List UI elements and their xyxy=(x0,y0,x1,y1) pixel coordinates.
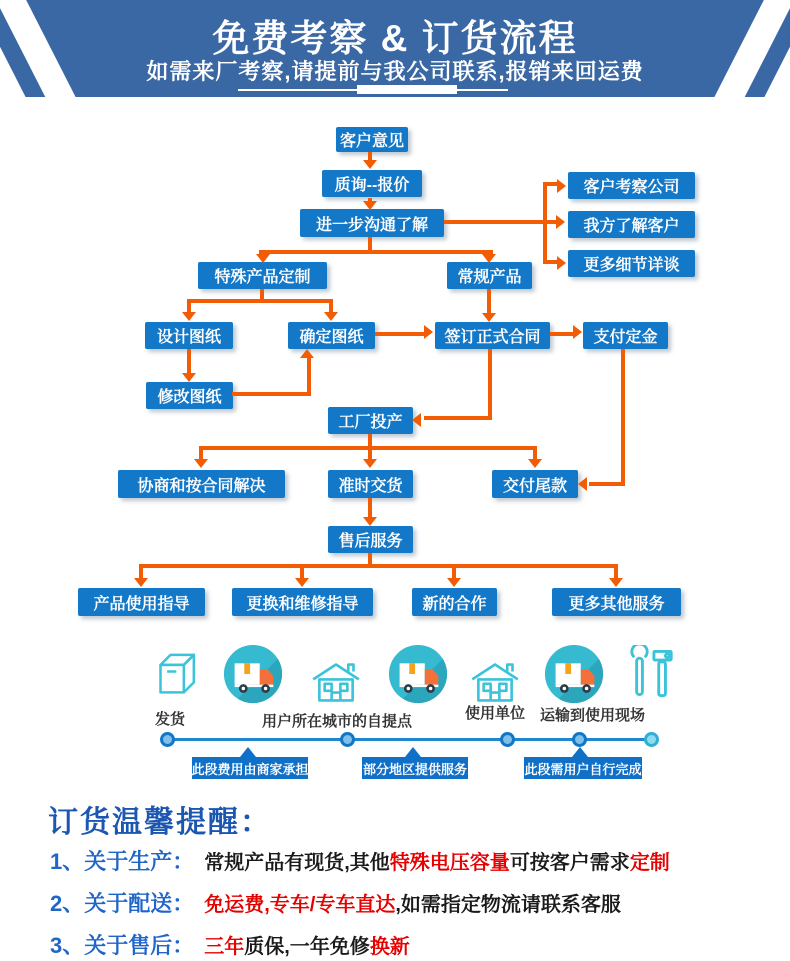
flow-node-design-drawing: 设计图纸 xyxy=(145,322,233,349)
segment-pointer-icon xyxy=(405,747,421,757)
flow-node-custom-product: 特殊产品定制 xyxy=(198,262,327,289)
note-text: 可按客户需求 xyxy=(509,852,630,874)
flow-node-new-cooperation: 新的合作 xyxy=(412,588,497,616)
timeline-node xyxy=(644,732,659,747)
note-text-highlight: 特殊电压容量 xyxy=(389,852,510,874)
flow-node-more-other-services: 更多其他服务 xyxy=(552,588,681,616)
flow-connector xyxy=(488,349,492,420)
note-text-highlight: 免运费,专车/专车直达 xyxy=(204,894,396,916)
stage-label-shipping: 发货 xyxy=(155,711,186,728)
flow-connector xyxy=(424,416,490,420)
flow-connector xyxy=(452,568,456,578)
arrowhead-down-icon xyxy=(609,578,623,587)
package-icon xyxy=(153,648,203,700)
stage-label-user-unit: 使用单位 xyxy=(465,705,526,722)
flow-node-revise-drawing: 修改图纸 xyxy=(146,382,233,409)
arrowhead-right-icon xyxy=(573,325,582,339)
note-text-highlight: 三年 xyxy=(204,936,245,958)
note-text: ,如需指定物流请联系客服 xyxy=(395,894,621,916)
arrowhead-right-icon xyxy=(556,215,565,229)
arrowhead-down-icon xyxy=(528,459,542,468)
note-item-production xyxy=(50,845,670,876)
note-label: 2、关于配送： xyxy=(50,891,195,916)
flow-connector xyxy=(614,568,618,578)
flow-node-pay-balance: 交付尾款 xyxy=(492,470,578,498)
page-subtitle: 如需来厂考察,请提前与我公司联系,报销来回运费 xyxy=(146,59,644,84)
arrowhead-right-icon xyxy=(557,256,566,270)
flow-connector xyxy=(444,220,559,224)
arrowhead-down-icon xyxy=(363,459,377,468)
house-icon xyxy=(467,660,523,704)
arrowhead-down-icon xyxy=(482,254,496,263)
arrowhead-down-icon xyxy=(256,254,270,263)
flow-node-negotiate-per-contract: 协商和按合同解决 xyxy=(118,470,285,498)
flow-connector xyxy=(139,564,618,568)
flow-node-we-understand-client: 我方了解客户 xyxy=(568,211,695,238)
truck-icon xyxy=(543,643,605,705)
timeline-node xyxy=(160,732,175,747)
flow-node-inquiry-quote: 质询--报价 xyxy=(322,170,422,197)
arrowhead-down-icon xyxy=(447,578,461,587)
flow-node-more-details-discussion: 更多细节详谈 xyxy=(568,250,695,277)
note-text: 质保,一年免修 xyxy=(244,936,370,958)
flow-connector xyxy=(487,289,491,314)
flow-node-replace-repair-guide: 更换和维修指导 xyxy=(232,588,373,616)
flow-connector xyxy=(543,182,547,264)
flow-connector xyxy=(139,568,143,578)
flow-node-confirm-drawing: 确定图纸 xyxy=(288,322,375,349)
tools-icon xyxy=(628,645,676,702)
timeline-node xyxy=(572,732,587,747)
flow-connector xyxy=(259,250,493,254)
arrowhead-down-icon xyxy=(324,312,338,321)
flow-connector xyxy=(375,332,426,336)
timeline-node xyxy=(340,732,355,747)
flow-connector xyxy=(187,299,333,303)
flow-node-further-communication: 进一步沟通了解 xyxy=(300,209,444,237)
arrowhead-up-icon xyxy=(300,349,314,358)
flow-node-factory-production: 工厂投产 xyxy=(328,407,413,434)
flow-connector xyxy=(368,498,372,518)
truck-icon xyxy=(387,643,449,705)
flow-node-on-time-delivery: 准时交货 xyxy=(328,470,413,498)
flow-node-standard-product: 常规产品 xyxy=(447,262,532,289)
arrowhead-down-icon xyxy=(182,312,196,321)
arrowhead-down-icon xyxy=(134,578,148,587)
arrowhead-down-icon xyxy=(482,313,496,322)
flow-connector xyxy=(307,357,311,396)
segment-label-user-self: 此段需用户自行完成 xyxy=(524,757,642,779)
arrowhead-right-icon xyxy=(557,179,566,193)
flow-node-pay-deposit: 支付定金 xyxy=(583,322,668,349)
arrowhead-down-icon xyxy=(295,578,309,587)
segment-pointer-icon xyxy=(572,747,588,757)
flow-connector xyxy=(621,349,625,486)
page-title: 免费考察 & 订货流程 xyxy=(212,18,578,59)
arrowhead-down-icon xyxy=(363,201,377,210)
note-item-after-sales xyxy=(50,929,410,960)
note-item-delivery xyxy=(50,887,621,918)
flow-connector xyxy=(589,482,623,486)
header-divider-bar xyxy=(357,85,457,94)
header-banner xyxy=(0,0,790,97)
arrowhead-down-icon xyxy=(182,373,196,382)
note-label: 3、关于售后： xyxy=(50,933,195,958)
flow-node-product-usage-guide: 产品使用指导 xyxy=(78,588,205,616)
arrowhead-down-icon xyxy=(363,160,377,169)
flow-node-after-sales-service: 售后服务 xyxy=(328,526,413,553)
segment-pointer-icon xyxy=(240,747,256,757)
flow-connector xyxy=(232,392,311,396)
segment-label-partial-service: 部分地区提供服务 xyxy=(362,757,468,779)
stage-label-pickup-point: 用户所在城市的自提点 xyxy=(262,713,413,730)
note-text: 常规产品有现货,其他 xyxy=(204,852,390,874)
flow-node-client-visit-company: 客户考察公司 xyxy=(568,172,695,199)
flow-connector xyxy=(550,332,575,336)
segment-label-merchant-cost: 此段费用由商家承担 xyxy=(192,757,308,779)
flow-connector xyxy=(300,568,304,578)
arrowhead-left-icon xyxy=(578,477,587,491)
note-label: 1、关于生产： xyxy=(50,849,195,874)
stage-label-transport-site: 运输到使用现场 xyxy=(540,707,646,724)
flow-node-sign-contract: 签订正式合同 xyxy=(435,322,550,349)
flow-connector xyxy=(187,349,191,374)
truck-icon xyxy=(222,643,284,705)
timeline-node xyxy=(500,732,515,747)
arrowhead-down-icon xyxy=(363,517,377,526)
note-text-highlight: 换新 xyxy=(369,936,410,958)
flow-node-customer-feedback: 客户意见 xyxy=(336,127,408,152)
notes-heading: 订货温馨提醒： xyxy=(48,806,272,839)
house-icon xyxy=(308,660,364,704)
arrowhead-down-icon xyxy=(194,459,208,468)
arrowhead-left-icon xyxy=(412,413,421,427)
note-text-highlight: 定制 xyxy=(629,852,670,874)
arrowhead-right-icon xyxy=(424,325,433,339)
